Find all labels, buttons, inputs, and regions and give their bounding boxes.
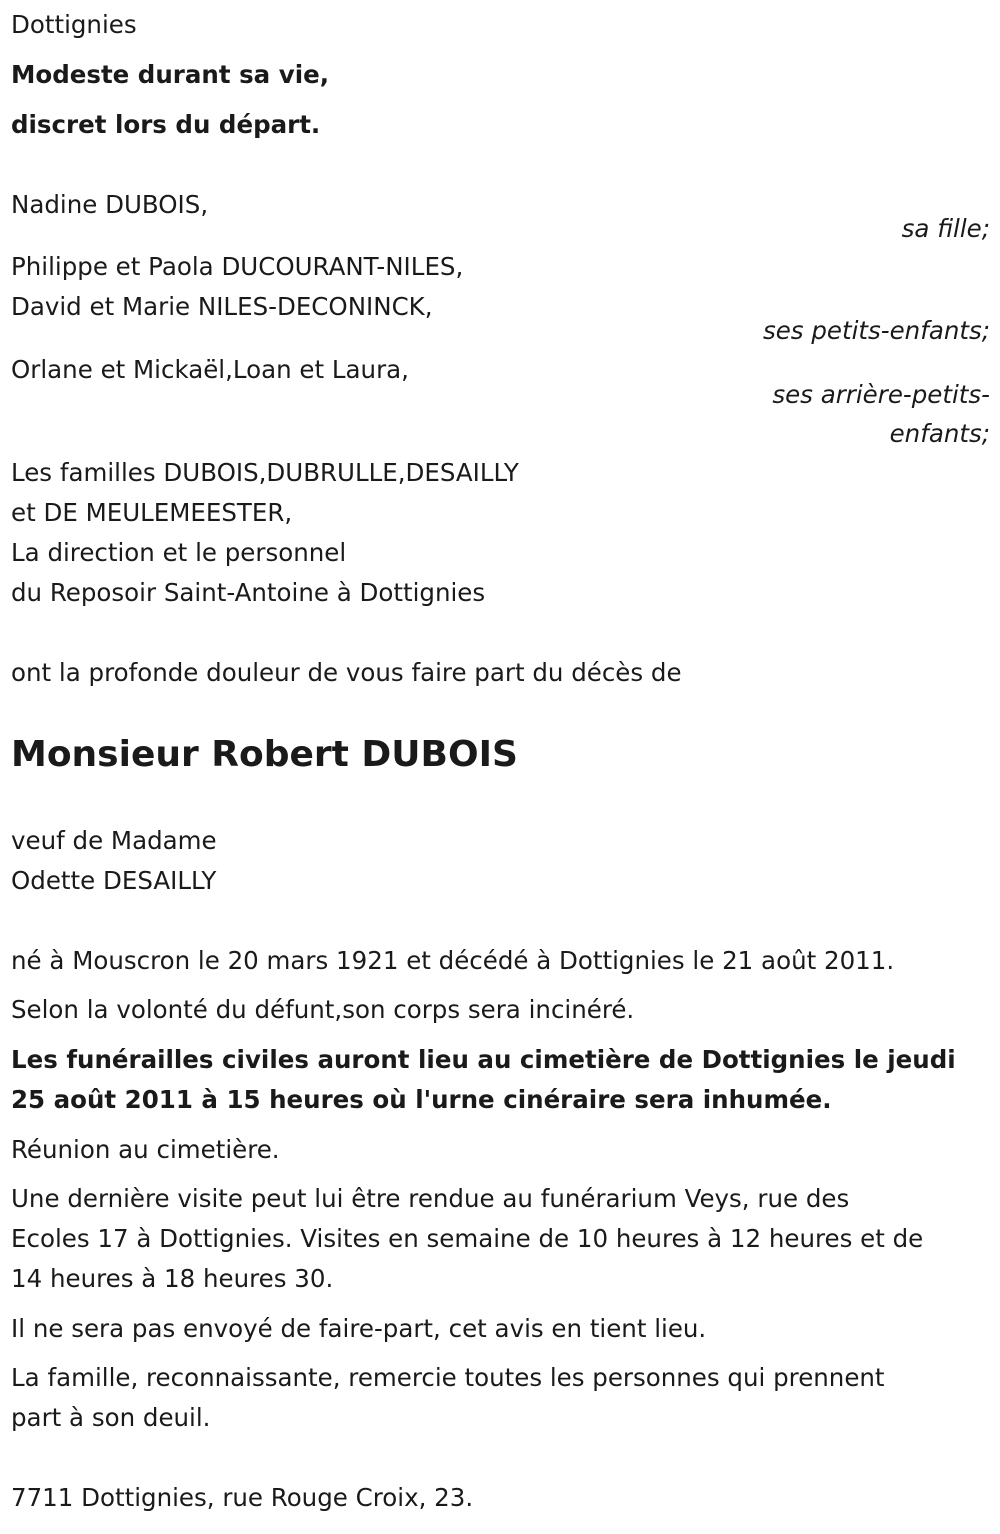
daughter-role: sa fille; <box>901 214 990 243</box>
thanks-line-1: La famille, reconnaissante, remercie toutes les personnes qui prennent <box>11 1363 885 1392</box>
no-card-text: Il ne sera pas envoyé de faire-part, cet avis en tient lieu. <box>11 1314 707 1343</box>
address-text: 7711 Dottignies, rue Rouge Croix, 23. <box>11 1483 474 1512</box>
spouse-line-1: veuf de Madame <box>11 826 217 855</box>
other-families-line-1: Les familles DUBOIS,DUBRULLE,DESAILLY <box>11 458 519 487</box>
cremation-text: Selon la volonté du défunt,son corps sera incinéré. <box>11 995 635 1024</box>
deceased-name: Monsieur Robert DUBOIS <box>11 734 518 775</box>
daughter-name: Nadine DUBOIS, <box>11 190 209 219</box>
birth-death-text: né à Mouscron le 20 mars 1921 et décédé à Dottignies le 21 août 2011. <box>11 946 895 975</box>
visit-line-3: 14 heures à 18 heures 30. <box>11 1264 334 1293</box>
funeral-line-1: Les funérailles civiles auront lieu au cimetière de Dottignies le jeudi <box>11 1045 956 1074</box>
great-grandchildren: Orlane et Mickaël,Loan et Laura, <box>11 355 409 384</box>
meeting-text: Réunion au cimetière. <box>11 1135 280 1164</box>
quote-line-2: discret lors du départ. <box>11 110 321 139</box>
quote-line-1: Modeste durant sa vie, <box>11 60 330 89</box>
spouse-line-2: Odette DESAILLY <box>11 866 217 895</box>
great-grandchildren-role-line-1: ses arrière-petits- <box>772 380 990 409</box>
grandchildren-line-1: Philippe et Paola DUCOURANT-NILES, <box>11 252 464 281</box>
grandchildren-line-2: David et Marie NILES-DECONINCK, <box>11 292 433 321</box>
announcement-text: ont la profonde douleur de vous faire part du décès de <box>11 658 682 687</box>
funeral-line-2: 25 août 2011 à 15 heures où l'urne cinéraire sera inhumée. <box>11 1085 832 1114</box>
grandchildren-role: ses petits-enfants; <box>762 316 990 345</box>
great-grandchildren-role-line-2: enfants; <box>889 419 990 448</box>
location-header: Dottignies <box>11 10 137 39</box>
other-families-line-3: La direction et le personnel <box>11 538 347 567</box>
thanks-line-2: part à son deuil. <box>11 1403 211 1432</box>
other-families-line-4: du Reposoir Saint-Antoine à Dottignies <box>11 578 486 607</box>
other-families-line-2: et DE MEULEMEESTER, <box>11 498 293 527</box>
visit-line-1: Une dernière visite peut lui être rendue au funérarium Veys, rue des <box>11 1184 850 1213</box>
visit-line-2: Ecoles 17 à Dottignies. Visites en semaine de 10 heures à 12 heures et de <box>11 1224 924 1253</box>
